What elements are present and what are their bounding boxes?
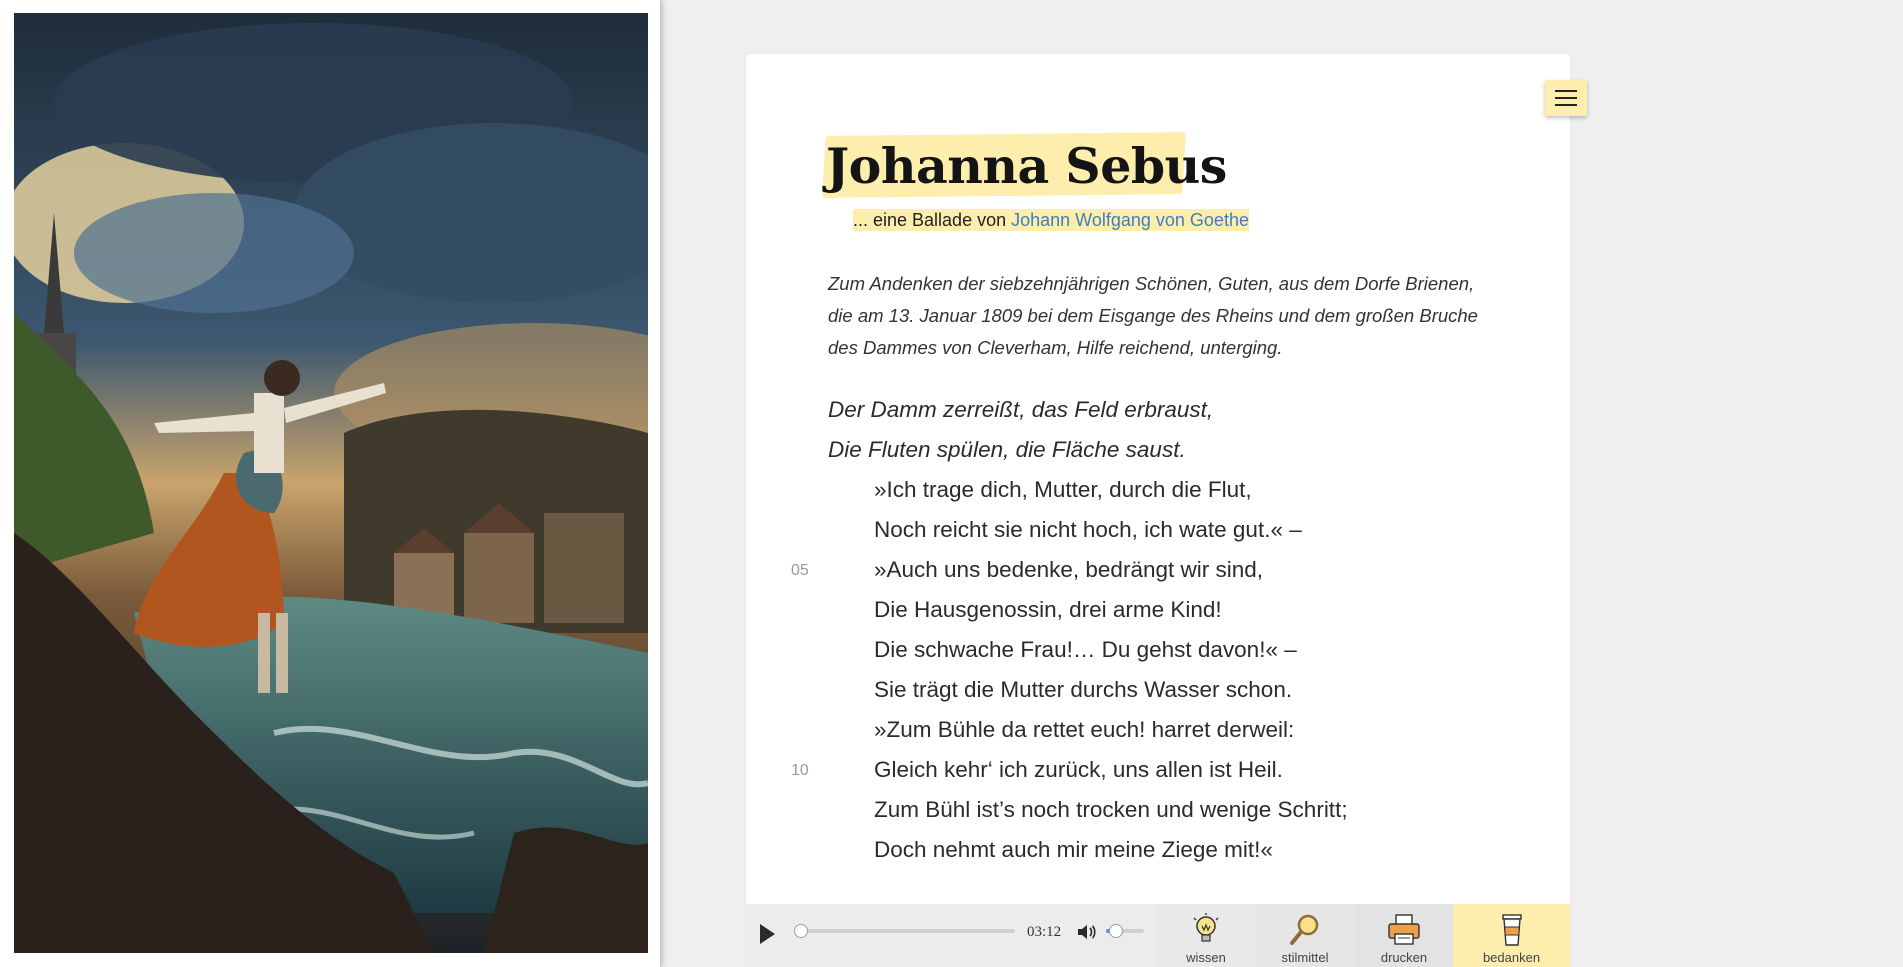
dedication-line: des Dammes von Cleverham, Hilfe reichend, unterging. [828, 337, 1283, 358]
poem-line-text: »Zum Bühle da rettet euch! harret derweil: [874, 717, 1295, 742]
wissen-button[interactable] [1156, 904, 1256, 967]
poem-line [828, 670, 1528, 710]
hamburger-icon-bar [1555, 104, 1577, 106]
subtitle-prefix: ... eine Ballade von [853, 210, 1007, 230]
bedanken-button[interactable] [1453, 904, 1570, 967]
bedanken-label: bedanken [1482, 950, 1541, 965]
drucken-label: drucken [1380, 950, 1428, 965]
poem-line-text: Zum Bühl ist’s noch trocken und wenige Schritt; [874, 797, 1348, 822]
wissen-label: wissen [1186, 950, 1226, 965]
volume-knob[interactable] [1109, 924, 1123, 938]
poem-line [828, 790, 1528, 830]
poem-line [791, 750, 1528, 790]
poem-line [828, 630, 1528, 670]
poem-line [828, 710, 1528, 750]
poem-line [828, 590, 1528, 630]
poem-line-text: Gleich kehr‘ ich zurück, uns allen ist Heil. [874, 757, 1283, 782]
dedication [828, 268, 1508, 364]
printer-icon [1386, 912, 1422, 948]
menu-button[interactable] [1545, 80, 1587, 116]
lightbulb-icon [1188, 912, 1224, 948]
subtitle [853, 207, 1249, 233]
play-icon[interactable] [760, 924, 775, 944]
poem-line [828, 510, 1528, 550]
poem-line-text: Noch reicht sie nicht hoch, ich wate gut.« – [874, 517, 1302, 542]
ballad-illustration [14, 13, 648, 953]
poem-line [828, 470, 1528, 510]
stilmittel-button[interactable] [1255, 904, 1355, 967]
author-link[interactable]: Johann Wolfgang von Goethe [1011, 210, 1249, 230]
poem-line-text: Sie trägt die Mutter durchs Wasser schon. [874, 677, 1293, 702]
progress-knob[interactable] [794, 924, 808, 938]
bottom-toolbar [746, 904, 1570, 967]
line-number: 05 [791, 562, 809, 579]
magnifier-icon [1287, 912, 1323, 948]
poem-line: Der Damm zerreißt, das Feld erbraust, [828, 397, 1214, 422]
volume-icon[interactable] [1076, 923, 1098, 941]
audio-duration: 03:12 [1027, 924, 1062, 940]
poem-line-text: Die Hausgenossin, drei arme Kind! [874, 597, 1222, 622]
poem-line: Die Fluten spülen, die Fläche saust. [828, 437, 1186, 462]
poem-line-text: Doch nehmt auch mir meine Ziege mit!« [874, 837, 1273, 862]
hamburger-icon-bar [1555, 97, 1577, 99]
poem-text [791, 390, 1528, 870]
drucken-button[interactable] [1354, 904, 1454, 967]
audio-player [746, 904, 1156, 967]
poem-line-text: Die schwache Frau!… Du gehst davon!« – [874, 637, 1297, 662]
dedication-line: Zum Andenken der siebzehnjährigen Schönen, Guten, aus dem Dorfe Brienen, [828, 273, 1475, 294]
volume-slider[interactable] [1106, 929, 1144, 933]
page-title: Johanna Sebus [826, 137, 1227, 195]
hamburger-icon-bar [1555, 90, 1577, 92]
poem-line-text: »Ich trage dich, Mutter, durch die Flut, [874, 477, 1252, 502]
illustration-panel [0, 0, 660, 967]
title-block [826, 130, 1227, 202]
audio-progress-slider[interactable] [800, 929, 1015, 933]
dedication-line: die am 13. Januar 1809 bei dem Eisgange des Rheins und dem großen Bruche [828, 305, 1478, 326]
coffee-cup-icon [1494, 912, 1530, 948]
poem-line [791, 550, 1528, 590]
poem-line-text: »Auch uns bedenke, bedrängt wir sind, [874, 557, 1264, 582]
line-number: 10 [791, 762, 809, 779]
stilmittel-label: stilmittel [1281, 950, 1329, 965]
poem-line [828, 830, 1528, 870]
